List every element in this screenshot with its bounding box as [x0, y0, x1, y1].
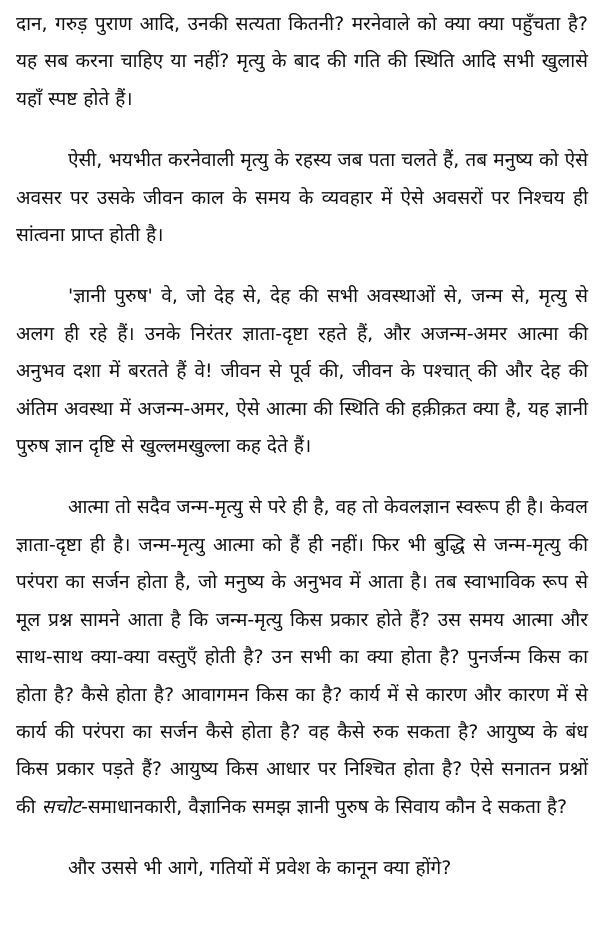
paragraph-4-text-before: आत्मा तो सदैव जन्म-मृत्यु से परे ही है, वह तो केवलज्ञान स्वरूप ही है। केवल ज्ञाता-दृष्टा ही है। जन्म-मृत्यु आत्मा को हैं ही नहीं। फिर भी बुद्धि से जन्म-मृत्यु की परंपरा का सर्जन होता है, जो मनुष्य के अनुभव में आता है। तब स्वाभाविक रूप से मूल प्रश्न सामने आता है कि जन्म-मृत्यु किस प्रकार होते हैं? उस समय आत्मा और साथ-साथ क्या-क्या वस्तुएँ होती है? उन सभी का क्या होता है? पुनर्जन्म किस का होता है? कैसे होता है? आवागमन किस का है? कार्य में से कारण और कारण में से कार्य की परंपरा का सर्जन कैसे होता है? वह कैसे रुक सकता है? आयुष्य के बंध किस प्रकार पड़ते हैं? आयुष्य किस आधार पर निश्चित होता है? ऐसे सनातन प्रश्नों की	[16, 496, 588, 818]
document-body	[16, 6, 588, 888]
paragraph-5: और उससे भी आगे, गतियों में प्रवेश के कानून क्या होंगे?	[68, 857, 452, 880]
paragraph-2: ऐसी, भयभीत करनेवाली मृत्यु के रहस्य जब पता चलते हैं, तब मनुष्य को ऐसे अवसर पर उसके जीवन काल के समय के व्यवहार में ऐसे अवसरों पर निश्चय ही सांत्वना प्राप्त होती है।	[16, 149, 588, 247]
paragraph-1: दान, गरुड़ पुराण आदि, उनकी सत्यता कितनी? मरनेवाले को क्या क्या पहुँचता है? यह सब करना चाहिए या नहीं? मृत्यु के बाद की गति की स्थिति आदि सभी खुलासे यहाँ स्पष्ट होते हैं।	[16, 13, 588, 110]
paragraph-4	[16, 489, 588, 826]
paragraph-4-italic-word: सचोट	[41, 795, 81, 818]
paragraph-4-text-after: -समाधानकारी, वैज्ञानिक समझ ज्ञानी पुरुष के सिवाय कौन दे सकता है?	[80, 795, 568, 818]
paragraph-3: 'ज्ञानी पुरुष' वे, जो देह से, देह की सभी अवस्थाओं से, जन्म से, मृत्यु से अलग ही रहे हैं। उनके निरंतर ज्ञाता-दृष्टा रहते हैं, और अजन्म-अमर आत्मा की अनुभव दशा में बरतते हैं वे! जीवन से पूर्व की, जीवन के पश्चात् की और देह की अंतिम अवस्था में अजन्म-अमर, ऐसे आत्मा की स्थिति की हक़ीक़त क्या है, यह ज्ञानी पुरुष ज्ञान दृष्टि से खुल्लमखुल्ला कह देते हैं।	[16, 285, 588, 458]
